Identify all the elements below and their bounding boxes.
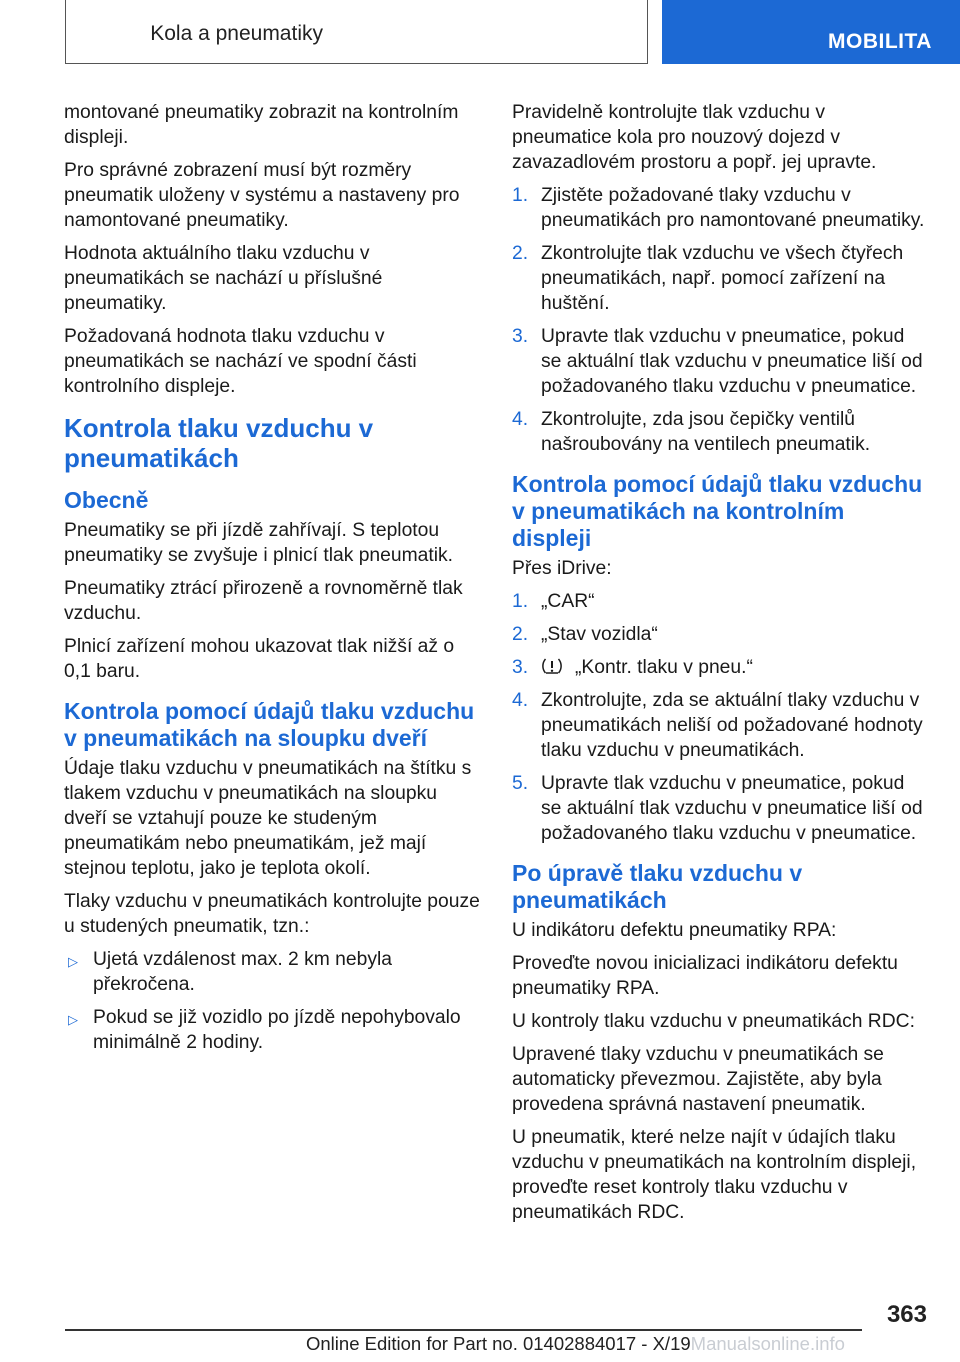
paragraph: montované pneumatiky zobrazit na kontrolním displeji. — [64, 102, 459, 148]
paragraph: Přes iDrive: — [512, 558, 612, 579]
paragraph: Plnicí zařízení mohou ukazovat tlak nižší až o 0,1 baru. — [64, 636, 455, 682]
header-chapter-tab: MOBILITA — [662, 0, 960, 64]
numbered-list — [512, 183, 928, 457]
paragraph: Požadovaná hodnota tlaku vzduchu v pneumatikách se nachází ve spodní části kontrolního displeje. — [64, 326, 417, 397]
list-item: 4. Zkontrolujte, zda jsou čepičky ventilů našroubovány na ventilech pneumatik. — [512, 409, 871, 455]
paragraph: U pneumatik, které nelze najít v údajích tlaku vzduchu v pneumatikách na kontrolním displeji, proveďte reset kontroly tlaku vzduchu v pneumatikách RDC. — [512, 1127, 917, 1223]
tire-pressure-warning-icon — [541, 656, 563, 676]
section-heading: Kontrola tlaku vzduchu v pneumatikách — [64, 413, 374, 473]
subsection-heading: Obecně — [64, 487, 149, 513]
subsection-heading: Kontrola pomocí údajů tlaku vzduchu v pneumatikách na sloupku dveří — [64, 698, 475, 751]
footer-edition: Online Edition for Part no. 01402884017 - X/19 — [306, 1333, 691, 1354]
paragraph: U indikátoru defektu pneumatiky RPA: — [512, 920, 837, 941]
list-item: 3. „Kontr. tlaku v pneu.“ — [512, 657, 753, 678]
list-item: 3. Upravte tlak vzduchu v pneumatice, pokud se aktuální tlak vzduchu v pneumatice liší od požadovaného tlaku vzduchu v pneumatice. — [512, 326, 923, 397]
list-item: 4. Zkontrolujte, zda se aktuální tlaky vzduchu v pneumatikách neliší od požadované hodnoty tlaku vzduchu v pneumatikách. — [512, 690, 923, 761]
paragraph: Proveďte novou inicializaci indikátoru defektu pneumatiky RPA. — [512, 953, 898, 999]
paragraph: Pravidelně kontrolujte tlak vzduchu v pneumatice kola pro nouzový dojezd v zavazadlovém prostoru a popř. jej upravte. — [512, 102, 877, 173]
paragraph: Pneumatiky se při jízdě zahřívají. S teplotou pneumatiky se zvyšuje i plnicí tlak pneumatik. — [64, 520, 454, 566]
paragraph: Údaje tlaku vzduchu v pneumatikách na štítku s tlakem vzduchu v pneumatikách na sloupku dveří se vztahují pouze ke studeným pneumatikám nebo pneumatikám, jež mají stejnou teplotu, jako je teplota okolí. — [64, 758, 472, 879]
numbered-list — [512, 589, 928, 846]
subsection-heading: Po úpravě tlaku vzduchu v pneumatikách — [512, 860, 803, 913]
left-column — [64, 100, 480, 1063]
header-section-title: Kola a pneumatiky — [150, 22, 323, 45]
list-item: 1. Zjistěte požadované tlaky vzduchu v pneumatikách pro namontované pneumatiky. — [512, 185, 925, 231]
list-item: 2. Zkontrolujte tlak vzduchu ve všech čtyřech pneumatikách, např. pomocí zařízení na huštění. — [512, 243, 904, 314]
paragraph: Pneumatiky ztrácí přirozeně a rovnoměrně tlak vzduchu. — [64, 578, 463, 624]
header-frame — [65, 0, 648, 64]
list-item: ▷ Pokud se již vozidlo po jízdě nepohybovalo minimálně 2 hodiny. — [68, 1007, 461, 1053]
triangle-bullet-icon: ▷ — [68, 954, 78, 969]
paragraph: Hodnota aktuálního tlaku vzduchu v pneumatikách se nachází u příslušné pneumatiky. — [64, 243, 383, 314]
subsection-heading: Kontrola pomocí údajů tlaku vzduchu v pneumatikách na kontrolním displeji — [512, 471, 923, 551]
page-number: 363 — [886, 1301, 927, 1328]
footer — [306, 1333, 845, 1355]
footer-watermark: Manualsonline.info — [690, 1333, 845, 1354]
paragraph: Tlaky vzduchu v pneumatikách kontrolujte pouze u studených pneumatik, tzn.: — [64, 891, 480, 937]
right-column — [512, 100, 928, 1233]
bullet-list — [64, 947, 480, 1055]
triangle-bullet-icon: ▷ — [68, 1012, 78, 1027]
list-item: 1. „CAR“ — [512, 591, 595, 612]
list-item: ▷ Ujetá vzdálenost max. 2 km nebyla překročena. — [68, 949, 393, 995]
list-item: 5. Upravte tlak vzduchu v pneumatice, pokud se aktuální tlak vzduchu v pneumatice liší od požadovaného tlaku vzduchu v pneumatice. — [512, 773, 923, 844]
footer-divider — [65, 1329, 862, 1331]
list-item: 2. „Stav vozidla“ — [512, 624, 658, 645]
paragraph: Upravené tlaky vzduchu v pneumatikách se automaticky převezmou. Zajistěte, aby byla provedena správná nastavení pneumatik. — [512, 1044, 884, 1115]
paragraph: Pro správné zobrazení musí být rozměry pneumatik uloženy v systému a nastaveny pro namontované pneumatiky. — [64, 160, 460, 231]
paragraph: U kontroly tlaku vzduchu v pneumatikách RDC: — [512, 1011, 915, 1032]
